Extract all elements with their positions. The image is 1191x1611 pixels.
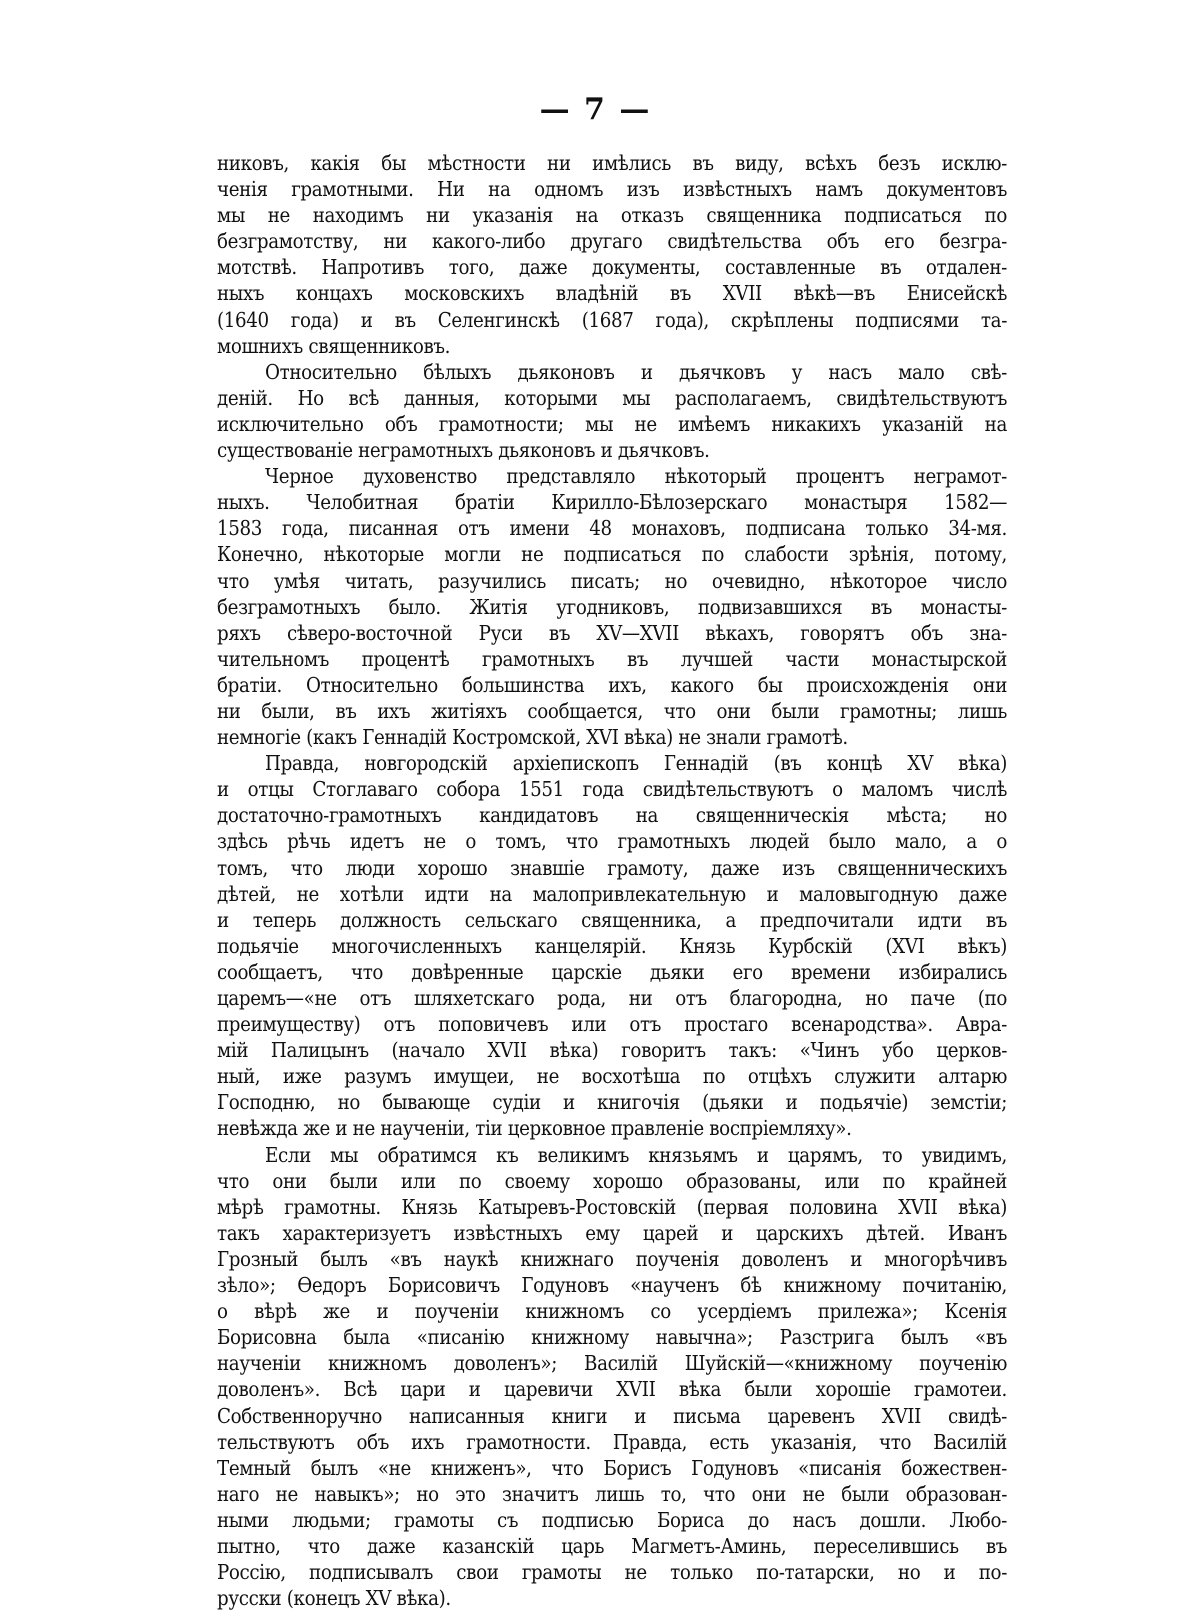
text-line: дѣтей, не хотѣли идти на малопривлекательную и маловыгодную даже (217, 881, 1007, 906)
page-number: — 7 — (539, 92, 652, 127)
text-line: деній. Но всѣ данныя, которыми мы располагаемъ, свидѣтельствуютъ (217, 385, 1007, 410)
text-line: Темный былъ «не книженъ», что Борисъ Годуновъ «писанія божествен- (217, 1455, 1007, 1480)
text-line: достаточно-грамотныхъ кандидатовъ на священническія мѣста; но (217, 803, 1007, 828)
text-line: 1583 года, писанная отъ имени 48 монаховъ, подписана только 34-мя. (217, 516, 1007, 541)
text-line: никовъ, какія бы мѣстности ни имѣлись въ виду, всѣхъ безъ исклю- (217, 151, 1007, 175)
text-line: русски (конецъ XV вѣка). (217, 1586, 451, 1611)
paragraph (217, 750, 1007, 1141)
paragraph (217, 1142, 1007, 1611)
text-line: и отцы Стоглаваго собора 1551 года свидѣтельствуютъ о маломъ числѣ (217, 777, 1007, 802)
text-line: Собственноручно написанныя книги и письма царевенъ XVII свидѣ- (217, 1403, 1007, 1428)
text-line: мотствѣ. Напротивъ того, даже документы, составленные въ отдален- (217, 255, 1007, 280)
text-line: Борисовна была «писанію книжному навычна»; Разстрига былъ «въ (217, 1325, 1007, 1350)
text-line: царемъ—«не отъ шляхетскаго рода, ни отъ благородна, но паче (по (217, 986, 1007, 1010)
text-line: подьячіе многочисленныхъ канцелярій. Князь Курбскій (XVI вѣкъ) (217, 933, 1007, 958)
text-line: сообщаетъ, что довѣренные царскіе дьяки его времени избирались (217, 959, 1007, 984)
text-line: ными людьми; грамоты съ подписью Бориса до насъ дошли. Любо- (217, 1507, 1007, 1532)
text-line: Россію, подписывалъ свои грамоты не только по-татарски, но и по- (217, 1560, 1007, 1585)
text-body (217, 150, 1007, 1611)
text-line: тельствуютъ объ ихъ грамотности. Правда, есть указанія, что Василій (217, 1429, 1007, 1454)
text-line: мій Палицынъ (начало XVII вѣка) говоритъ такъ: «Чинъ убо церков- (217, 1038, 1007, 1063)
text-line: что они были или по своему хорошо образованы, или по крайней (217, 1168, 1007, 1193)
text-line: чительномъ процентѣ грамотныхъ въ лучшей части монастырской (217, 646, 1007, 671)
text-line: здѣсь рѣчь идетъ не о томъ, что грамотныхъ людей было мало, а о (217, 829, 1007, 854)
text-line: ряхъ сѣверо-восточной Руси въ XV—XVII вѣкахъ, говорятъ объ зна- (217, 620, 1007, 645)
text-line: Если мы обратимся къ великимъ князьямъ и царямъ, то увидимъ, (265, 1142, 1007, 1167)
text-line: Грозный былъ «въ наукѣ книжнаго поученія доволенъ и многорѣчивъ (217, 1246, 1007, 1271)
text-line: безграмотству, ни какого-либо другаго свидѣтельства объ его безгра- (217, 229, 1007, 254)
text-line: невѣжда же и не наученіи, тіи церковное правленіе воспріемляху». (217, 1116, 852, 1141)
text-line: что умѣя читать, разучились писать; но очевидно, нѣкоторое число (217, 568, 1007, 593)
text-line: ныхъ. Челобитная братіи Кирилло-Бѣлозерскаго монастыря 1582— (217, 490, 1007, 515)
text-line: безграмотныхъ было. Житія угодниковъ, подвизавшихся въ монасты- (217, 594, 1007, 619)
paragraph (217, 463, 1007, 750)
text-line: Конечно, нѣкоторые могли не подписаться по слабости зрѣнія, потому, (217, 542, 1007, 567)
text-line: Господню, но бывающе судіи и книгочія (дьяки и подьячіе) земстіи; (217, 1090, 1007, 1115)
text-line: немногіе (какъ Геннадій Костромской, XVI вѣка) не знали грамотѣ. (217, 725, 848, 750)
text-line: ни были, въ ихъ житіяхъ сообщается, что они были грамотны; лишь (217, 698, 1007, 723)
text-line: пытно, что даже казанскій царь Магметъ-Аминь, переселившись въ (217, 1533, 1007, 1558)
text-line: ный, иже разумъ имущеи, не восхотѣша по отцѣхъ служити алтарю (217, 1064, 1007, 1089)
text-line: существованіе неграмотныхъ дьяконовъ и дьячковъ. (217, 438, 710, 463)
text-line: ныхъ концахъ московскихъ владѣній въ XVII вѣкѣ—въ Енисейскѣ (217, 281, 1007, 306)
paragraph (217, 150, 1007, 359)
text-line: наго не навыкъ»; но это значитъ лишь то, что они не были образован- (217, 1481, 1007, 1506)
text-line: преимуществу) отъ поповичевъ или отъ простаго всенародства». Авра- (217, 1012, 1007, 1037)
text-line: наученіи книжномъ доволенъ»; Василій Шуйскій—«книжному поученію (217, 1351, 1007, 1376)
text-line: братіи. Относительно большинства ихъ, какого бы происхожденія они (217, 672, 1007, 697)
text-line: Относительно бѣлыхъ дьяконовъ и дьячковъ у насъ мало свѣ- (265, 359, 1007, 384)
text-line: ченія грамотными. Ни на одномъ изъ извѣстныхъ намъ документовъ (217, 177, 1007, 202)
text-line: мы не находимъ ни указанія на отказъ священника подписаться по (217, 203, 1007, 228)
paragraph (217, 359, 1007, 463)
text-line: (1640 года) и въ Селенгинскѣ (1687 года), скрѣплены подписями та- (217, 307, 1007, 332)
text-line: и теперь должность сельскаго священника, а предпочитали идти въ (217, 907, 1007, 932)
text-line: о вѣрѣ же и поученіи книжномъ со усердіемъ прилежа»; Ксенія (217, 1299, 1007, 1324)
text-line: такъ характеризуетъ извѣстныхъ ему царей и царскихъ дѣтей. Иванъ (217, 1220, 1007, 1245)
text-line: томъ, что люди хорошо знавшіе грамоту, даже изъ священническихъ (217, 855, 1007, 880)
text-line: Правда, новгородскій архіепископъ Геннадій (въ концѣ XV вѣка) (265, 751, 1007, 776)
text-line: мѣрѣ грамотны. Князь Катыревъ-Ростовскій (первая половина XVII вѣка) (217, 1194, 1007, 1219)
text-line: доволенъ». Всѣ цари и царевичи XVII вѣка были хорошіе грамотеи. (217, 1377, 1007, 1402)
text-line: исключительно объ грамотности; мы не имѣемъ никакихъ указаній на (217, 411, 1007, 436)
text-line: мошнихъ священниковъ. (217, 333, 451, 358)
text-line: зѣло»; Ѳедоръ Борисовичъ Годуновъ «наученъ бѣ книжному почитанію, (217, 1273, 1007, 1298)
text-line: Черное духовенство представляло нѣкоторый процентъ неграмот- (265, 464, 1007, 489)
